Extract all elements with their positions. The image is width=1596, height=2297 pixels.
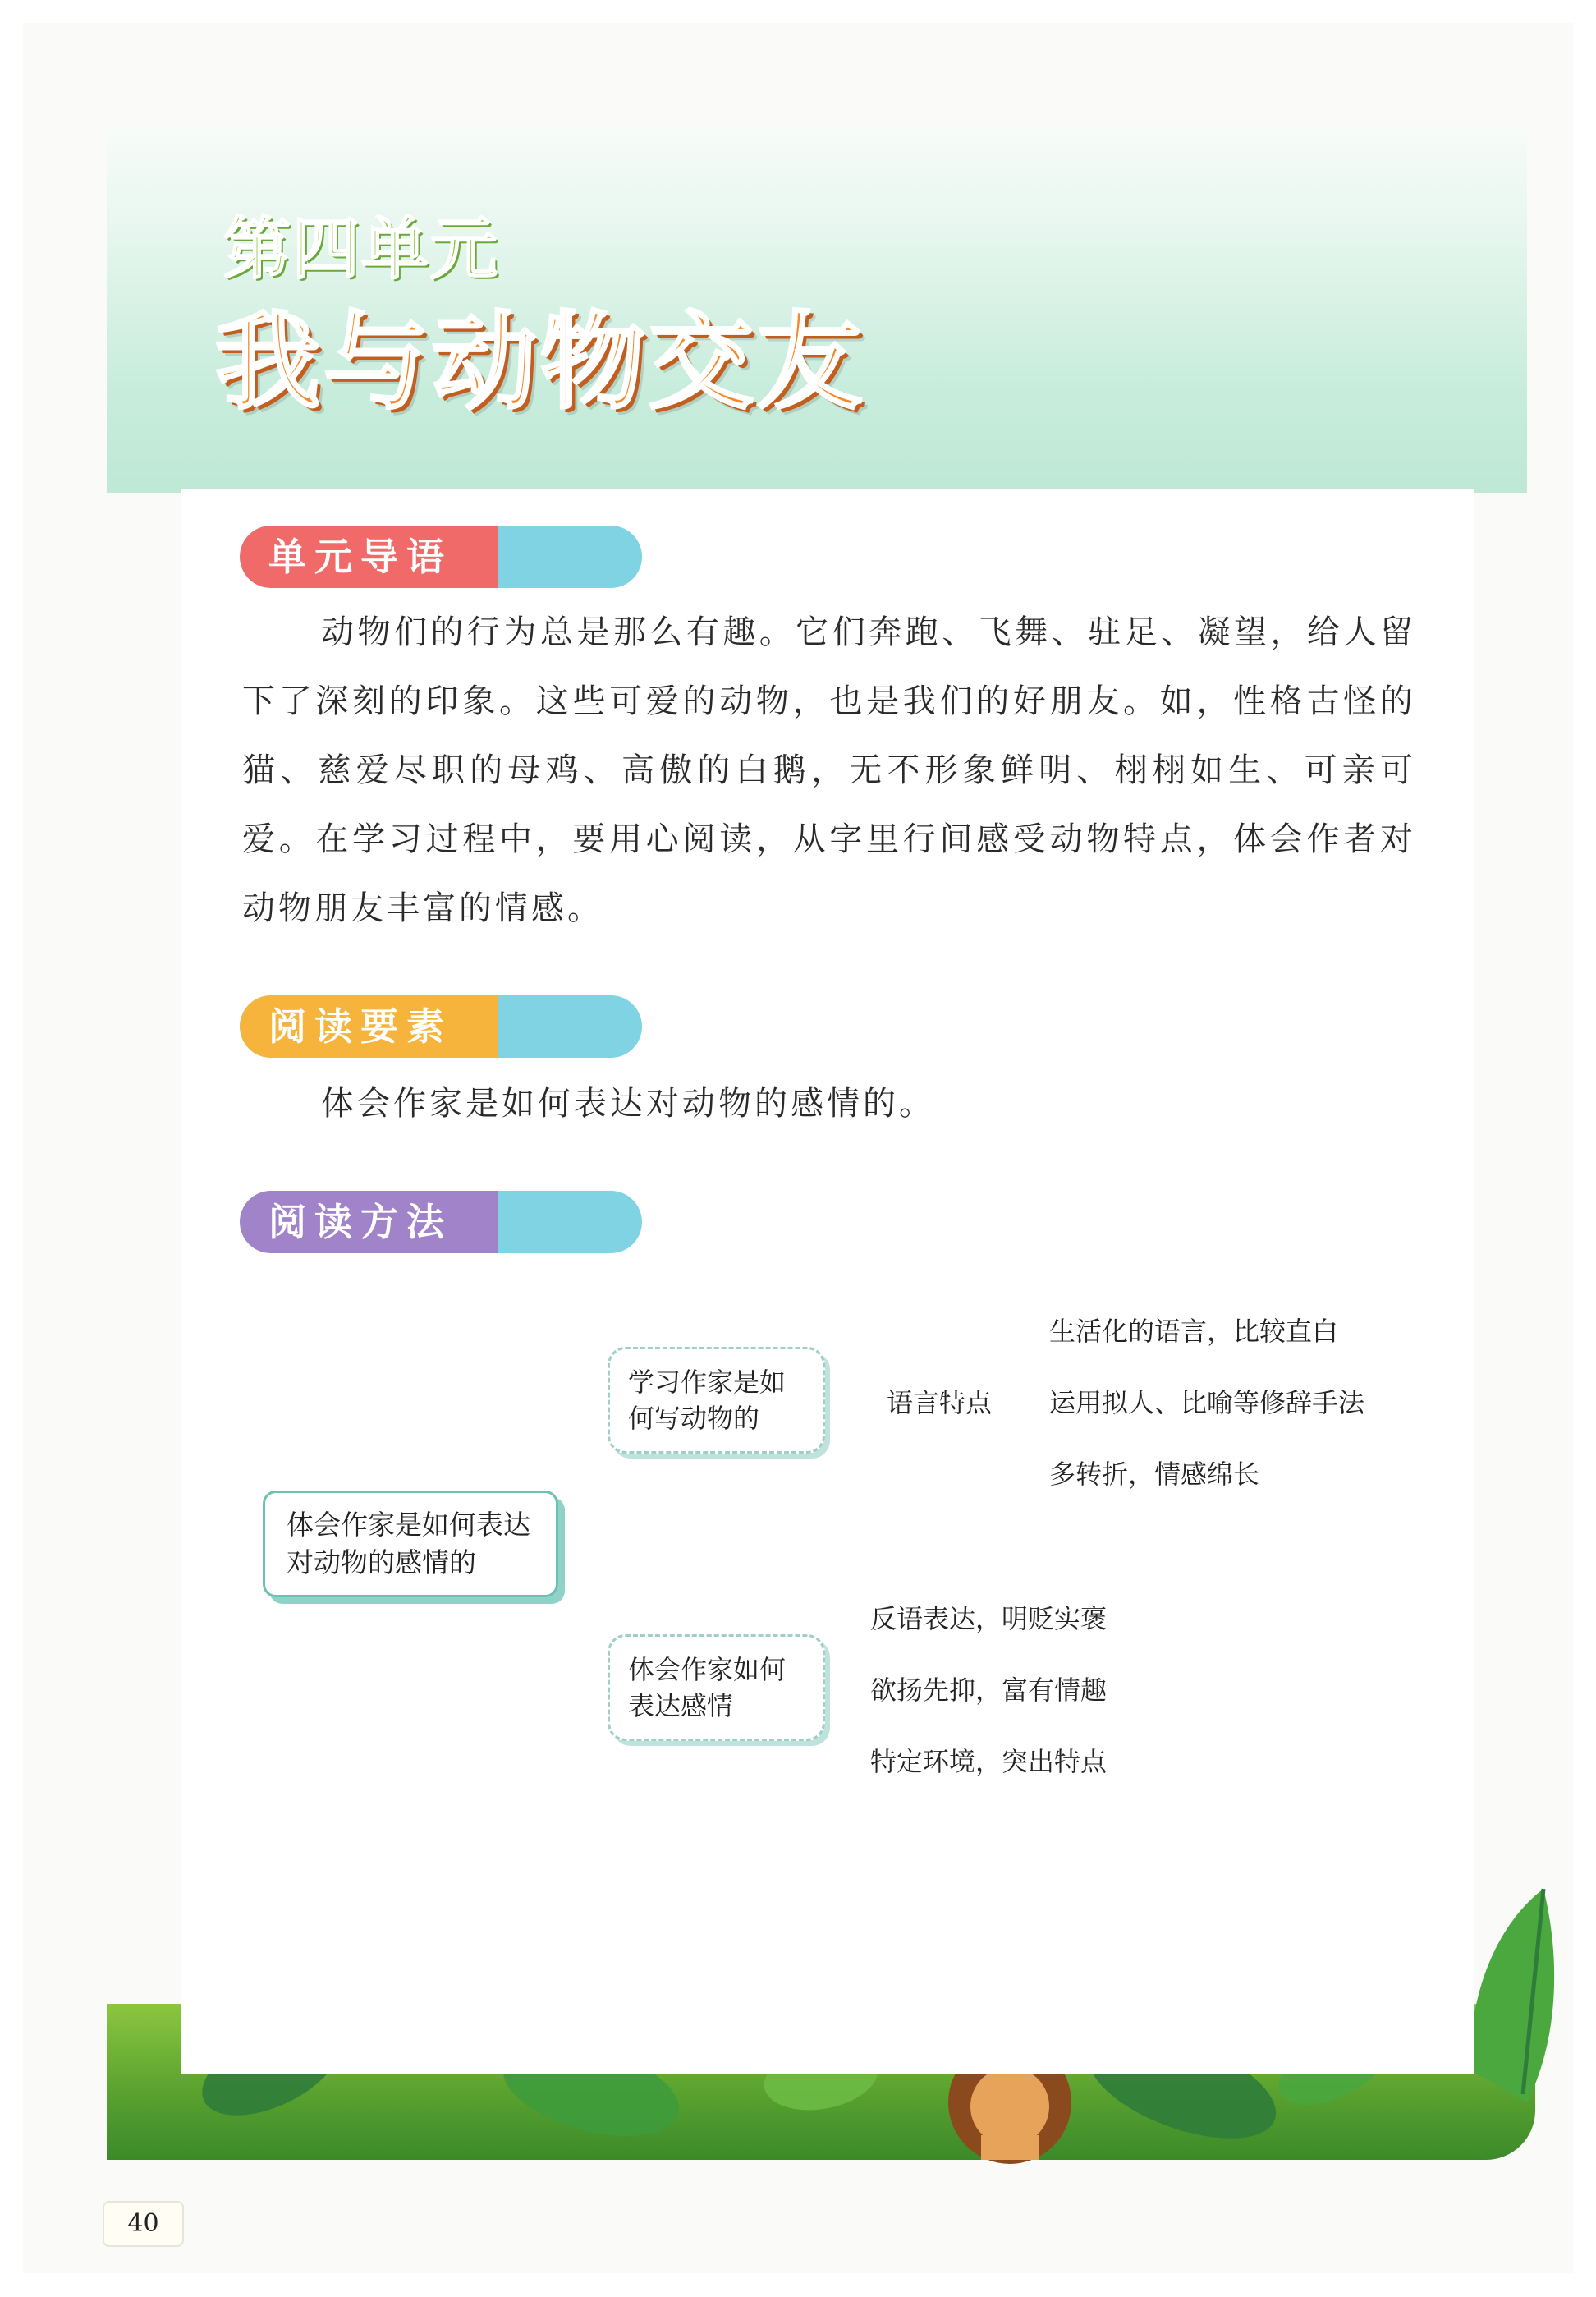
mindmap-leaf: 多转折，情感绵长 [1049,1459,1260,1490]
section-tag-intro [240,526,642,588]
page-number: 40 [103,2201,184,2247]
unit-number: 第四单元 [223,212,500,287]
section-label: 阅读要素 [268,1005,452,1048]
mindmap-root: 体会作家是如何表达对动物的感情的 [263,1491,558,1597]
section-label: 单元导语 [268,535,452,578]
section-tag-reading-method [240,1191,642,1253]
section-label: 阅读方法 [268,1201,452,1243]
intro-paragraph: 动物们的行为总是那么有趣。它们奔跑、飞舞、驻足、凝望，给人留下了深刻的印象。这些可爱的动物，也是我们的好朋友。如，性格古怪的猫、慈爱尽职的母鸡、高傲的白鹅，无不形象鲜明、栩栩如生、可亲可爱。在学习过程中，要用心阅读，从字里行间感受动物特点，体会作者对动物朋友丰富的情感。 [242,613,1416,927]
mindmap-branch-1: 学习作家是如何写动物的 [608,1347,825,1454]
unit-title: 我与动物交友 [215,304,866,421]
mindmap-leaf: 生活化的语言，比较直白 [1049,1316,1339,1347]
reading-element-paragraph: 体会作家是如何表达对动物的感情的。 [321,1085,935,1123]
mindmap-leaf: 运用拟人、比喻等修辞手法 [1049,1387,1365,1418]
mindmap-leaf: 特定环境，突出特点 [870,1746,1108,1777]
mindmap-branch-2: 体会作家如何表达感情 [608,1634,825,1741]
mindmap-leaf: 欲扬先抑，富有情趣 [870,1675,1108,1706]
mindmap-subnode-language: 语言特点 [887,1387,993,1418]
section-tag-reading-element [240,995,642,1058]
big-leaf-icon [1470,1889,1554,2102]
mindmap-leaf: 反语表达，明贬实褒 [870,1603,1108,1634]
